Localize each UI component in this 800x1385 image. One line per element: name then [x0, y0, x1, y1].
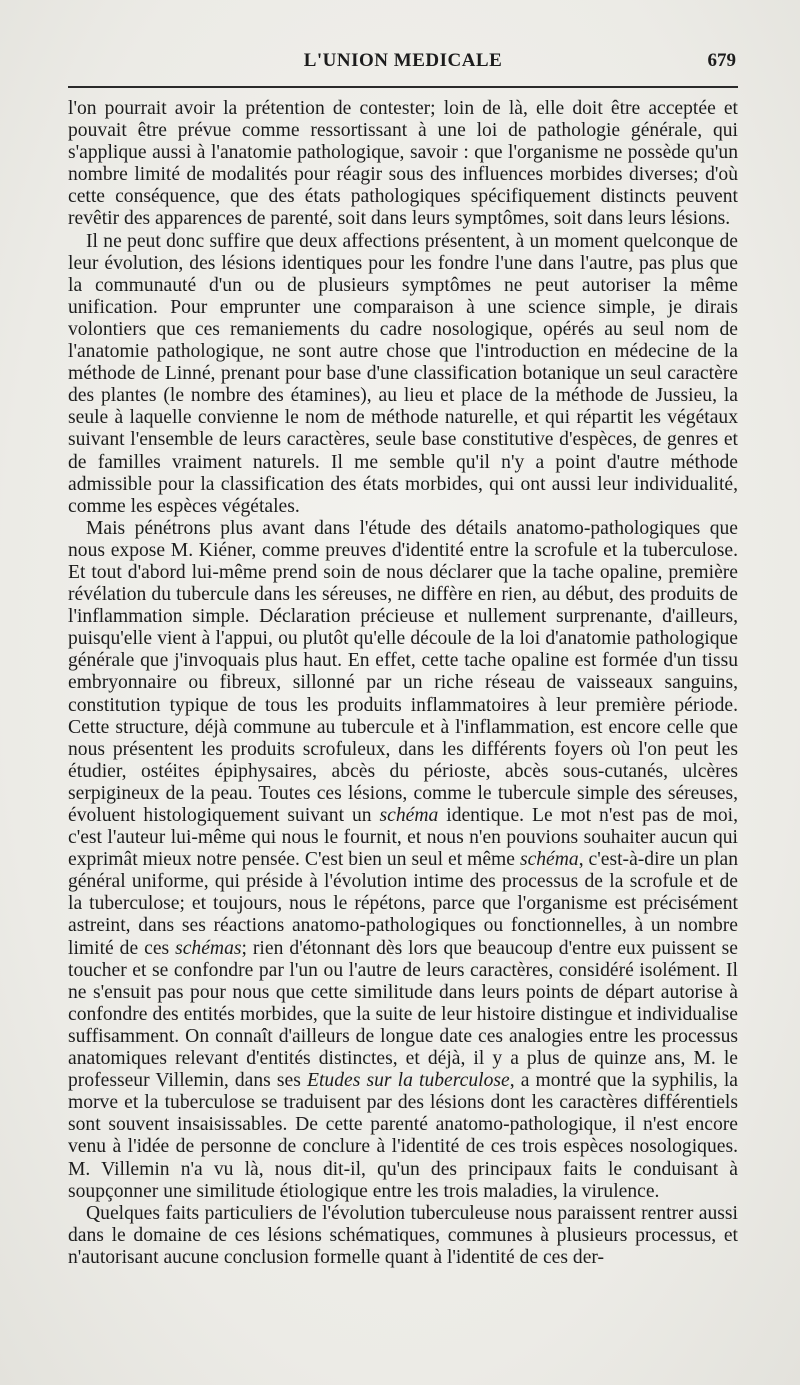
- page-header: [68, 50, 738, 80]
- header-rule: [68, 86, 738, 88]
- body-text: [68, 98, 738, 1269]
- text-run: Quelques faits particuliers de l'évolution tuberculeuse nous paraissent rentrer aussi dans le domaine de ces lésions schématiques, communes à plusieurs processus, et n'autorisant aucune conclusion formelle quant à l'identité de ces der-: [68, 1202, 738, 1268]
- text-run: identique. Le mot n'est pas de moi, c'est l'auteur lui-même qui nous le fournit, et nous n'en pouvions souhaiter aucun qui exprimât mieux notre pensée. C'est bien un seul et même: [68, 805, 738, 871]
- text-run: ; rien d'étonnant dès lors que beaucoup d'entre eux puissent se toucher et se confondre par l'un ou l'autre de leurs caractères, considéré isolément. Il ne s'ensuit pas pour nous que cette similitude dans leurs points de départ autorise à confondre des entités morbides, que la suite de leur histoire distingue et individualise suffisamment. On connaît d'ailleurs de longue date ces analogies entre les processus anatomiques relevant d'entités distinctes, et déjà, il y a plus de quinze ans, M. le professeur Villemin, dans ses: [68, 937, 738, 1092]
- running-title: L'UNION MEDICALE: [303, 50, 503, 71]
- italic-text: Etudes sur la tuberculose: [307, 1070, 510, 1092]
- paragraph: [68, 231, 738, 518]
- italic-text: schéma: [519, 849, 579, 871]
- italic-text: schéma: [379, 805, 439, 826]
- text-run: l'on pourrait avoir la prétention de contester; loin de là, elle doit être acceptée et pouvait être prévue comme ressortissant à une loi de pathologie générale, qui s'applique aussi à l'anatomie pathologique, savoir : que l'organisme ne possède qu'un nombre limité de modalités pour réagir sous des influences morbides diverses; d'où cette conséquence, que des états pathologiques spécifiquement distincts peuvent revêtir des apparences de parenté, soit dans leurs symptômes, soit dans leurs lésions.: [68, 98, 738, 230]
- text-run: , c'est-à-dire un plan général uniforme, qui préside à l'évolution intime des processus de la scrofule et de la tuberculose; et toujours, nous le répétons, parce que l'organisme est précisément astreint, dans ses réactions anatomo-pathologiques ou fonctionnelles, à un nombre limité de ces: [68, 849, 739, 959]
- text-run: Il ne peut donc suffire que deux affections présentent, à un moment quelconque de leur évolution, des lésions identiques pour les fondre l'une dans l'autre, pas plus que la communauté d'un ou de plusieurs symptômes ne peut autoriser la même unification. Pour emprunter une comparaison à une science simple, je dirais volontiers que ces remaniements du cadre nosologique, opérés au seul nom de l'anatomie pathologique, ne sont autre chose que l'introduction en médecine de la méthode de Linné, prenant pour base d'une classification botanique un seul caractère des plantes (le nombre des étamines), au lieu et place de la méthode de Jussieu, la seule à laquelle convienne le nom de méthode naturelle, et qui répartit les végétaux suivant l'ensemble de leurs caractères, seule base constitutive d'espèces, de genres et de familles vraiment naturels. Il me semble qu'il n'y a point d'autre méthode admissible pour la classification des états morbides, qui ont aussi leur individualité, comme les espèces végétales.: [68, 230, 738, 517]
- text-run: Mais pénétrons plus avant dans l'étude des détails anatomo-pathologiques que nous expose M. Kiéner, comme preuves d'identité entre la scrofule et la tuberculose. Et tout d'abord lui-même prend soin de nous déclarer que la tache opaline, première révélation du tubercule dans les séreuses, ne diffère en rien, au début, des produits de l'inflammation simple. Déclaration précieuse et nullement surprenante, d'ailleurs, puisqu'elle vient à l'appui, ou plutôt qu'elle découle de la loi d'anatomie pathologique générale que j'invoquais plus haut. En effet, cette tache opaline est formée d'un tissu embryonnaire ou fibreux, sillonné par un riche réseau de vaisseaux sanguins, constitution typique de tous les produits inflammatoires à leur première période. Cette structure, déjà commune au tubercule et à l'inflammation, est encore celle que nous présentent les produits scrofuleux, dans les différents foyers où l'on peut les étudier, ostéites épiphysaires, abcès du périoste, abcès sous-cutanés, ulcères serpigineux de la peau. Toutes ces lésions, comme le tubercule simple des séreuses, évoluent histologiquement suivant un: [68, 517, 738, 826]
- text-run: , a montré que la syphilis, la morve et la tuberculose se traduisent par des lésions dont les caractères différentiels sont souvent insaisissables. De cette parenté anatomo-pathologique, il n'est encore venu à l'idée de personne de conclure à l'identité de ces trois espèces nosologiques. M. Villemin n'a vu là, nous dit-il, qu'un des principaux faits le conduisant à soupçonner une similitude étiologique entre les trois maladies, la virulence.: [68, 1070, 739, 1202]
- paragraph: [68, 1203, 738, 1269]
- paragraph: [68, 518, 738, 1203]
- paragraph: [68, 98, 738, 231]
- page-number: 679: [707, 50, 736, 71]
- italic-text: schémas: [175, 937, 242, 959]
